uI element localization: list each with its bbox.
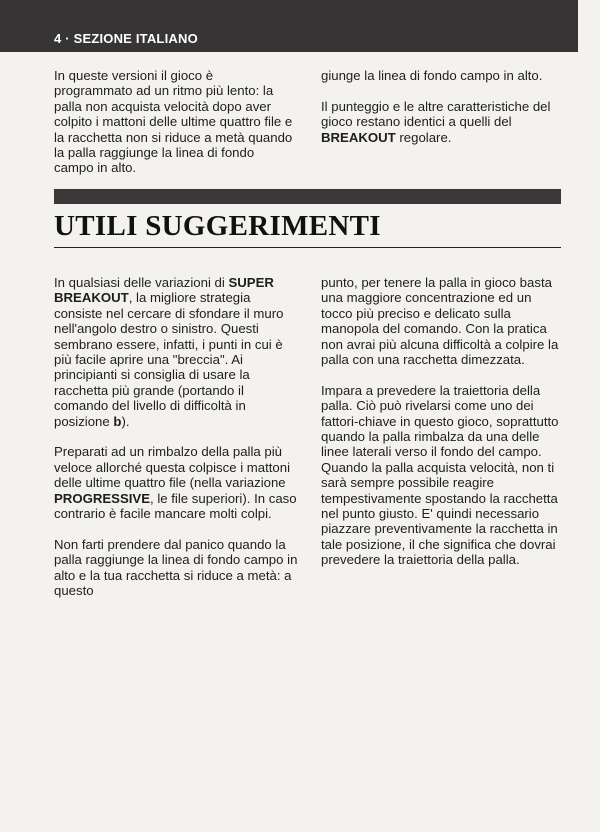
page-header-label: 4 · SEZIONE ITALIANO <box>54 31 198 46</box>
tip-paragraph-4: punto, per tenere la palla in gioco basta una maggiore concentrazione ed un tocco più preciso e delicato sulla manopola del comando. Con la pratica non avrai più alcuna difficoltà a colpire la palla con una racchetta dimezzata. <box>321 275 559 368</box>
intro-continuation-paragraph: giunge la linea di fondo campo in alto. <box>321 68 543 83</box>
intro-paragraph: In queste versioni il gioco è programmato ad un ritmo più lento: la palla non acquista velocità dopo aver colpito i mattoni delle ultime quattro file e la racchetta non si riduce a metà quando la palla raggiunge la linea di fondo campo in alto. <box>54 68 293 176</box>
section-title: UTILI SUGGERIMENTI <box>54 210 381 242</box>
intro-left-column <box>54 68 294 176</box>
intro-right-column <box>321 68 571 145</box>
tip-paragraph-1: In qualsiasi delle variazioni di SUPER BREAKOUT, la migliore strategia consiste nel cercare di sfondare il muro nell'angolo destro o sinistro. Questi sembrano essere, infatti, i punti in cui è più facile aprire una "breccia". Ai principianti si consiglia di usare la racchetta più grande (portando il comando del livello di difficoltà in posizione b). <box>54 275 284 429</box>
keyword-progressive: PROGRESSIVE <box>54 490 151 506</box>
tips-left-column <box>54 275 299 599</box>
tip-paragraph-2: Preparati ad un rimbalzo della palla più veloce allorché questa colpisce i mattoni delle ultime quattro file (nella variazione PROGRESSIVE, le file superiori). In caso contrario è facile mancare molti colpi. <box>54 444 297 522</box>
tip-paragraph-3: Non farti prendere dal panico quando la palla raggiunge la linea di fondo campo in alto e la tua racchetta si riduce a metà: a questo <box>54 536 298 599</box>
section-divider-bar <box>54 189 561 204</box>
tips-right-column <box>321 275 566 568</box>
keyword-position-b: b <box>113 413 122 429</box>
keyword-breakout: BREAKOUT <box>321 129 396 145</box>
keyword-super-breakout: SUPER BREAKOUT <box>54 275 274 306</box>
tip-paragraph-5: Impara a prevedere la traiettoria della palla. Ciò può rivelarsi come uno dei fattori-chiave in questo gioco, soprattutto quando la palla rimbalza da una delle linee laterali verso il fondo del campo. Quando la palla acquista velocità, non ti sarà sempre possibile reagire tempestivamente spostando la racchetta nel punto giusto. E' quindi necessario piazzare preventivamente la racchetta in tale posizione, il che significa che dovrai prevedere la traiettoria della palla. <box>321 382 559 568</box>
intro-score-paragraph: Il punteggio e le altre caratteristiche del gioco restano identici a quelli del BREAKOUT regolare. <box>321 98 551 145</box>
section-title-rule <box>54 247 561 248</box>
